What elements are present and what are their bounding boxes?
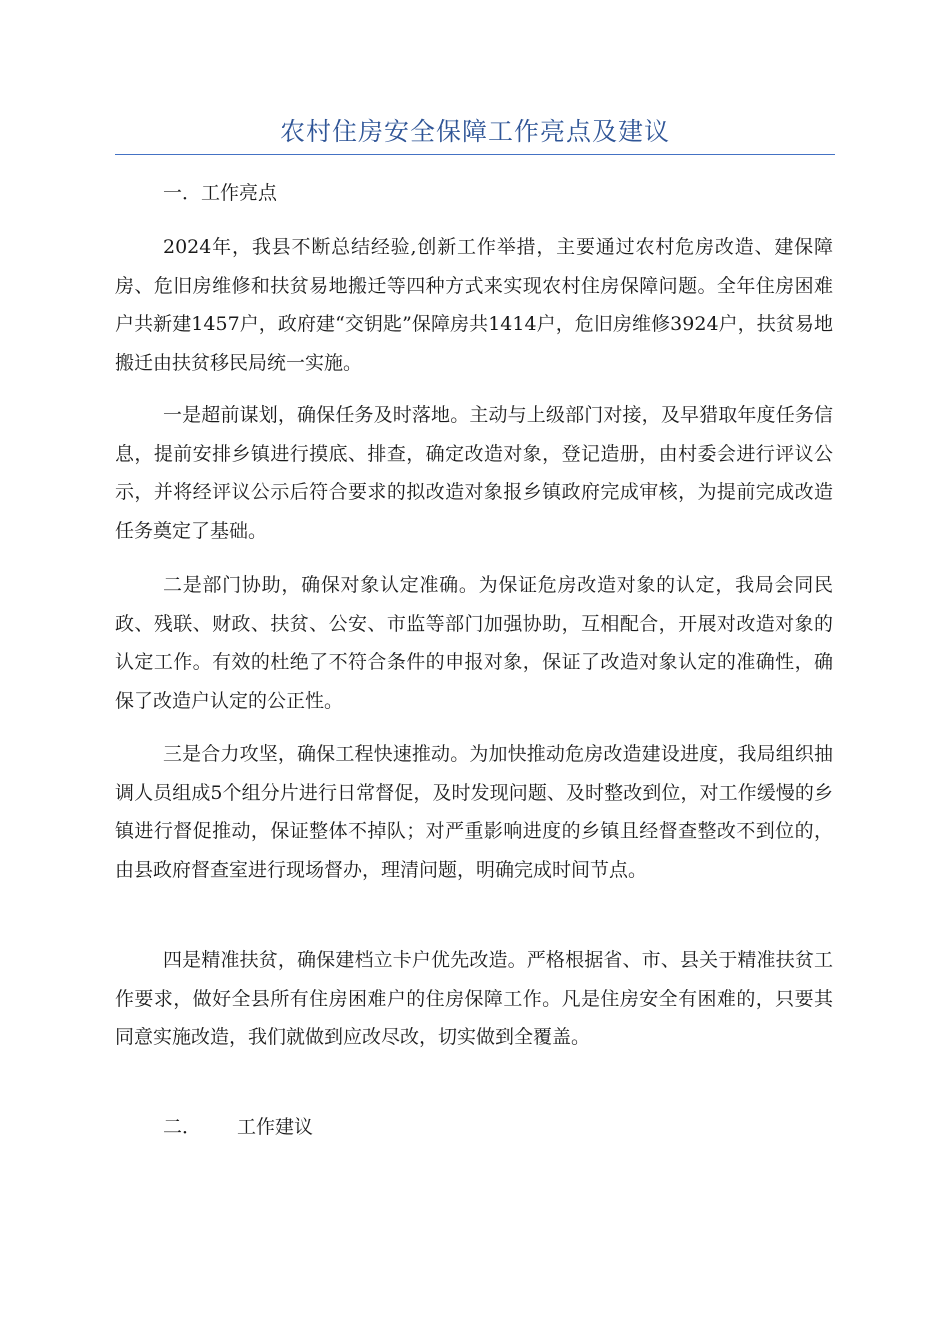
paragraph-planning: 一是超前谋划，确保任务及时落地。主动与上级部门对接，及早猎取年度任务信息，提前安排乡镇进行摸底、排查，确定改造对象，登记造册，由村委会进行评议公示，并将经评议公示后符合要求的拟改造对象报乡镇政府完成审核，为提前完成改造任务奠定了基础。 — [115, 404, 833, 542]
section-number: 二． — [163, 1116, 202, 1138]
document-title: 农村住房安全保障工作亮点及建议 — [279, 117, 670, 146]
paragraph-cooperation: 二是部门协助，确保对象认定准确。为保证危房改造对象的认定，我局会同民政、残联、财政、扶贫、公安、市监等部门加强协助，互相配合，开展对改造对象的认定工作。有效的杜绝了不符合条件的申报对象，保证了改造对象认定的准确性，确保了改造户认定的公正性。 — [115, 574, 833, 712]
title-underline — [115, 154, 835, 155]
section-heading-suggestions — [163, 1114, 313, 1140]
section-heading-highlights: 一．工作亮点 — [163, 182, 278, 204]
paragraph-poverty: 四是精准扶贫，确保建档立卡户优先改造。严格根据省、市、县关于精准扶贫工作要求，做好全县所有住房困难户的住房保障工作。凡是住房安全有困难的，只要其同意实施改造，我们就做到应改尽改，切实做到全覆盖。 — [115, 949, 833, 1048]
paragraph-overview: 2024年，我县不断总结经验,创新工作举措，主要通过农村危房改造、建保障房、危旧房维修和扶贫易地搬迁等四种方式来实现农村住房保障问题。全年住房困难户共新建1457户，政府建“交钥匙”保障房共1414户，危旧房维修3924户，扶贫易地搬迁由扶贫移民局统一实施。 — [115, 236, 833, 374]
section-label: 工作建议 — [237, 1116, 314, 1138]
paragraph-construction: 三是合力攻坚，确保工程快速推动。为加快推动危房改造建设进度，我局组织抽调人员组成5个组分片进行日常督促，及时发现问题、及时整改到位，对工作缓慢的乡镇进行督促推动，保证整体不掉队；对严重影响进度的乡镇且经督查整改不到位的，由县政府督查室进行现场督办，理清问题，明确完成时间节点。 — [115, 743, 833, 881]
